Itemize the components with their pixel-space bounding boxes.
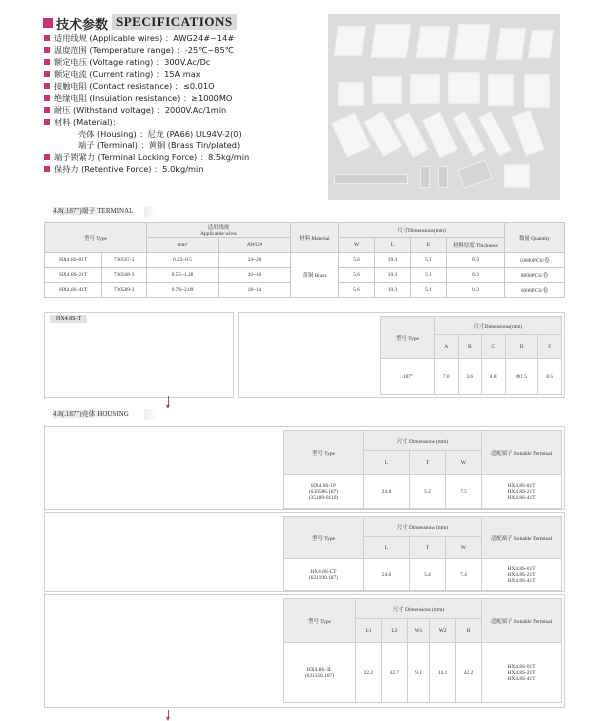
terminal-table: 型号 Type 适用线规 Applicable wires 材料 Material 尺寸Dimensions(mm) 数量 Quantity mm² AWG# W L E 材料厚度 Thickness HX4.8S-01T 730567-3 0.22~0.5 24~20 黄铜 Brass 5.6 19.3 5.1 0.3 10000PCS/卷 HX4.8S-21T 730568-3 0.55~1.28 20~16 5.6 19.3 5.1 0.3 8000PCS/卷 HX4.8S-41T 730569-3 0.76~2.09 18~14 5.6 19.3 5.1 0.3 6000PCS/卷 — [44, 222, 565, 298]
spec-item: 壳体 (Housing) ：尼龙 (PA66) UL94V-2(0) — [78, 129, 242, 139]
arrow-down-icon — [168, 396, 169, 406]
housing-table-2: 型号 Type 尺寸 Dimensions (mm) 适配端子 Suitable Terminal L T W HX4.8S-CT (631190.187) 24.6 5.4 7.4 HX4.8S-01T HX4.8S-21T HX4.8S-41T — [283, 516, 562, 591]
svg-text:W: W — [94, 374, 99, 380]
spec-item: 接触电阻 (Contact resistance) ：≤0.01O — [44, 81, 215, 91]
bullet-icon — [44, 107, 50, 113]
bullet-icon — [44, 47, 50, 53]
spec-item: 保持力 (Retentive Force) ：5.0kg/min — [44, 164, 203, 174]
bullet-icon — [44, 71, 50, 77]
bullet-icon — [44, 59, 50, 65]
title-square-icon — [43, 18, 53, 28]
spec-item: 额定电压 (Voltage rating) ：300V.Ac/Dc — [44, 57, 210, 67]
svg-text:A: A — [296, 328, 300, 334]
spec-item: 端子锁紧力 (Terminal Locking Force) ：8.5kg/min — [44, 152, 249, 162]
page-title-cn: 技术参数 — [56, 18, 109, 33]
housing-table-1: 型号 Type 尺寸 Dimensions (mm) 适配端子 Suitable Terminal L T W HX4.8S-1P (630586.187) (35189-0110) 24.8 5.2 7.5 HX4.8S-01T HX4.8S-21T HX4.8S-41T — [283, 430, 562, 509]
svg-text:W2: W2 — [226, 656, 234, 662]
svg-text:L2: L2 — [184, 638, 190, 644]
bullet-icon — [44, 119, 50, 125]
bullet-icon — [44, 166, 50, 172]
spec-item: 适用线规 (Applicable wires) ：AWG24#~14# — [44, 33, 234, 43]
svg-text:L1: L1 — [184, 630, 190, 636]
spec-item: 额定电流 (Current rating) ：15A max — [44, 69, 201, 79]
table-row: HX4.8S-01T 730567-3 0.22~0.5 24~20 黄铜 Brass 5.6 19.3 5.1 0.3 10000PCS/卷 — [45, 253, 565, 268]
svg-text:L: L — [170, 486, 173, 492]
product-photo — [328, 14, 560, 200]
section-title-housing: 4.8(.187")壳体 HOUSING — [44, 409, 144, 420]
svg-text:H: H — [132, 656, 136, 662]
table-row: HX4.8S-21T 730568-3 0.55~1.28 20~16 5.6 19.3 5.1 0.3 8000PCS/卷 — [45, 268, 565, 283]
svg-text:2-1.2×40: 2-1.2×40 — [322, 354, 342, 360]
table-row: HX4.8S-CT (631190.187) 24.6 5.4 7.4 HX4.8S-01T HX4.8S-21T HX4.8S-41T — [284, 559, 562, 591]
svg-text:T: T — [160, 572, 164, 578]
spec-item: 绝缘电阻 (Insulation resistance) ：≥1000MO — [44, 93, 232, 103]
table-row: HX4.8S-1P (630586.187) (35189-0110) 24.8 5.2 7.5 HX4.8S-01T HX4.8S-21T HX4.8S-41T — [284, 475, 562, 509]
arrow-down-icon — [168, 710, 169, 718]
table-row: HX4.8S-41T 730569-3 0.76~2.09 18~14 5.6 19.3 5.1 0.3 6000PCS/卷 — [45, 283, 565, 298]
svg-text:D: D — [296, 386, 300, 392]
svg-text:F: F — [324, 378, 328, 384]
bullet-icon — [44, 95, 50, 101]
svg-text:B: B — [286, 314, 290, 320]
housing-table-3: 型号 Type 尺寸 Dimensions (mm) 适配端子 Suitable Terminal L1 L2 W1 W2 H HX4.8S-3L (631356.187) 22.2 32.7 9.1 14.1 42.2 HX4.8S-01T HX4.8S-21T HX4.8S-41T — [283, 598, 562, 703]
terminal-tab-label: HX4.8S-T — [50, 315, 87, 323]
svg-text:L: L — [112, 544, 115, 550]
bullet-icon — [44, 154, 50, 160]
svg-text:W: W — [130, 442, 135, 448]
svg-text:L: L — [190, 341, 193, 347]
section-title-terminal: 4.8(.187")端子 TERMINAL — [44, 206, 144, 217]
spec-item: 端子 (Terminal) ：黄铜 (Brass Tin/plated) — [78, 140, 241, 150]
spec-item: 耐压 (Withstand voltage) ：2000V.Ac/1min — [44, 105, 226, 115]
svg-text:W1: W1 — [180, 702, 188, 708]
tab-dim-table: 型号 Type 尺寸Dimensions(mm) A B C D F .187" 7.0 3.6 4.8 Φ1.5 0.5 — [380, 316, 562, 395]
page-title-en: SPECIFICATIONS — [112, 14, 237, 30]
bullet-icon — [44, 35, 50, 41]
spec-item: 材料 (Material)： — [44, 117, 121, 127]
spec-item: 温度范围 (Temperature range) ：-25℃~85℃ — [44, 45, 234, 55]
svg-text:C: C — [300, 346, 304, 352]
svg-text:E: E — [112, 389, 116, 395]
bullet-icon — [44, 83, 50, 89]
table-row: .187" 7.0 3.6 4.8 Φ1.5 0.5 — [381, 359, 562, 395]
table-row: HX4.8S-3L (631356.187) 22.2 32.7 9.1 14.1 42.2 HX4.8S-01T HX4.8S-21T HX4.8S-41T — [284, 643, 562, 703]
